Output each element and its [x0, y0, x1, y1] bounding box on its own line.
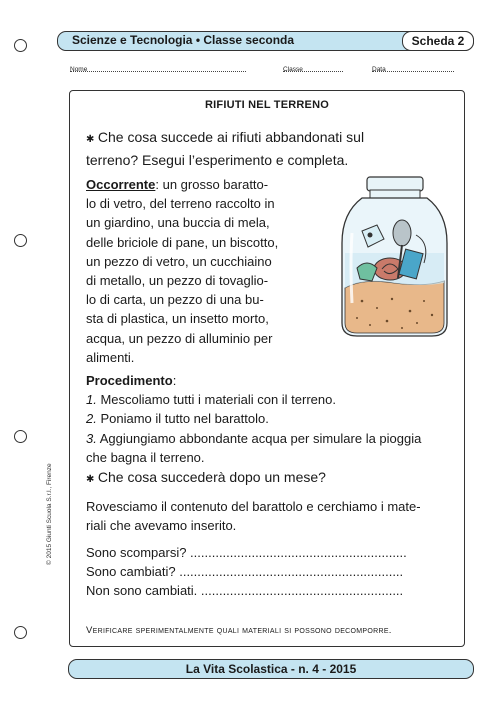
fill-line-unchanged[interactable]: Non sono cambiati. ........................................................	[86, 583, 404, 599]
name-field[interactable]	[70, 66, 246, 72]
name-label: Nome	[70, 66, 88, 73]
fill-line-changed[interactable]: Sono cambiati? ..............................................................	[86, 564, 404, 580]
worksheet-title: RIFIUTI NEL TERRENO	[205, 99, 329, 111]
jar-illustration	[332, 173, 457, 341]
teacher-note: Verificare sperimentalmente quali materiali si possono decomporre.	[86, 625, 392, 636]
fill-in-lines[interactable]	[86, 543, 407, 601]
worksheet-card	[69, 90, 465, 647]
copyright-text: © 2015 Giunti Scuola S.r.l., Firenze	[46, 463, 53, 565]
fill-line-disappeared[interactable]: Sono scomparsi? ............................................................	[86, 545, 407, 560]
question-1: ✱ Che cosa succede ai rifiuti abbandonati sul terreno? Esegui l’esperimento e completa.	[86, 129, 365, 168]
header-bar	[57, 31, 474, 51]
binder-hole	[14, 39, 27, 52]
binder-hole	[14, 234, 27, 247]
needed-label: Occorrente	[86, 177, 156, 192]
header-title: Scienze e Tecnologia • Classe seconda	[72, 33, 295, 47]
date-field[interactable]	[372, 66, 454, 72]
date-label: Data	[372, 66, 386, 73]
procedure-label: Procedimento	[86, 373, 173, 388]
footer-bar: La Vita Scolastica - n. 4 - 2015	[68, 659, 474, 679]
procedure-section: Procedimento: 1. Mescoliamo tutti i materiali con il terreno. 2. Poniamo il tutto nel barattolo. 3. Aggiungiamo abbondante acqua per simulare la pioggia che bagna il terreno.	[86, 373, 422, 465]
sheet-number-badge: Scheda 2	[402, 31, 474, 51]
class-field[interactable]	[283, 66, 343, 72]
question-2: ✱ Che cosa succederà dopo un mese?	[86, 467, 326, 490]
binder-hole	[14, 430, 27, 443]
needed-list: Occorrente: un grosso baratto- lo di vetro, del terreno raccolto in un giardino, una buccia di mela, delle briciole di pane, un biscotto, un pezzo di vetro, un cucchiaino di metallo, un pezzo di tovagliо- lo di carta, un pezzo di una bu- sta di plastica, un insetto morto, acqua, un pezzo di alluminio per alimenti.	[86, 177, 279, 365]
class-label: Classe	[283, 66, 303, 73]
binder-hole	[14, 626, 27, 639]
bullet-icon: ✱	[86, 474, 95, 485]
bullet-icon: ✱	[86, 134, 95, 145]
answer-text: Rovesciamo il contenuto del barattolo e cerchiamo i mate- riali che avevamo inserito.	[86, 499, 421, 534]
